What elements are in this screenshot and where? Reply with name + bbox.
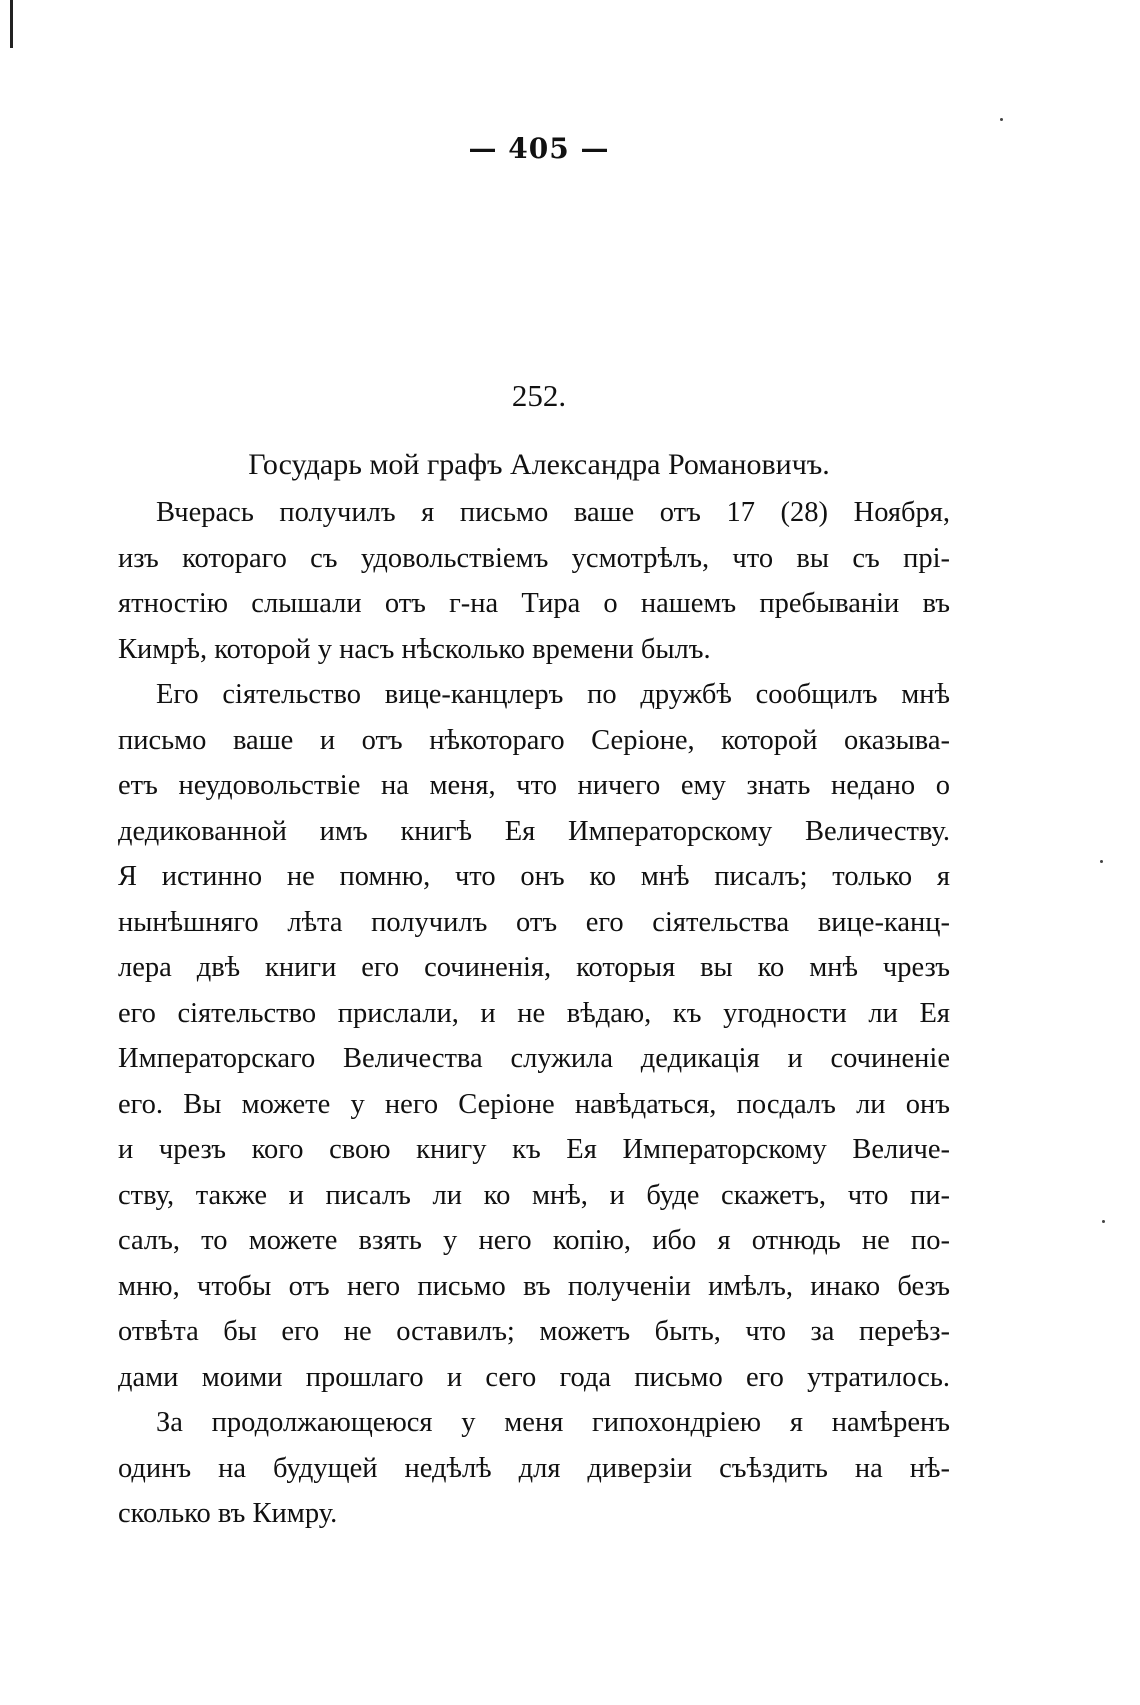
text-line: Кимрѣ, которой у насъ нѣсколько времени былъ. xyxy=(118,633,711,665)
text-line: етъ неудовольствіе на меня, что ничего ему знать недано о xyxy=(118,770,950,801)
page-number: — 405 — xyxy=(468,132,610,165)
scan-speck xyxy=(1102,1220,1105,1223)
text-line: изъ котораго съ удовольствіемъ усмотрѣлъ, что вы съ прі- xyxy=(118,542,950,574)
text-line: дами моими прошлаго и сего года письмо его утратилось. xyxy=(118,1361,950,1393)
text-line: дедикованной имъ книгѣ Ея Императорскому Величеству. xyxy=(118,815,950,847)
text-line: салъ, то можете взять у него копію, ибо я отнюдь не по- xyxy=(118,1225,950,1256)
text-line: отвѣта бы его не оставилъ; можетъ быть, что за переѣз- xyxy=(118,1316,950,1347)
scan-speck xyxy=(1100,860,1103,863)
salutation: Государь мой графъ Александра Романовичъ. xyxy=(248,448,830,481)
text-line: ятностію слышали отъ г-на Тира о нашемъ пребываніи въ xyxy=(118,588,950,619)
text-line: лера двѣ книги его сочиненія, которыя вы ко мнѣ чрезъ xyxy=(118,952,950,983)
letter-number: 252. xyxy=(511,378,567,413)
text-line: Его сіятельство вице-канцлеръ по дружбѣ сообщилъ мнѣ xyxy=(156,679,950,710)
text-line: и чрезъ кого свою книгу къ Ея Императорскому Величе- xyxy=(118,1134,950,1165)
text-line: Я истинно не помню, что онъ ко мнѣ писалъ; только я xyxy=(118,861,950,892)
scan-edge-mark xyxy=(10,0,13,48)
text-line: ству, также и писалъ ли ко мнѣ, и буде скажетъ, что пи- xyxy=(118,1179,950,1211)
text-line: его. Вы можете у него Серіоне навѣдаться, посдалъ ли онъ xyxy=(118,1088,950,1120)
letter-body xyxy=(118,490,950,1537)
text-line: одинъ на будущей недѣлѣ для диверзіи съѣздить на нѣ- xyxy=(118,1452,950,1484)
text-line: нынѣшняго лѣта получилъ отъ его сіятельства вице-канц- xyxy=(118,906,950,938)
text-line: мню, чтобы отъ него письмо въ полученіи имѣлъ, инако безъ xyxy=(118,1270,950,1302)
text-line: сколько въ Кимру. xyxy=(118,1498,338,1529)
text-line: его сіятельство прислали, и не вѣдаю, къ угодности ли Ея xyxy=(118,997,950,1029)
scan-speck xyxy=(1000,118,1003,121)
text-line: Императорскаго Величества служила дедикація и сочиненіе xyxy=(118,1043,950,1074)
text-line: письмо ваше и отъ нѣкотораго Серіоне, которой оказыва- xyxy=(118,724,950,756)
text-line: Вчерась получилъ я письмо ваше отъ 17 (28) Ноября, xyxy=(156,497,950,528)
text-line: За продолжающеюся у меня гипохондріею я намѣренъ xyxy=(156,1407,950,1438)
